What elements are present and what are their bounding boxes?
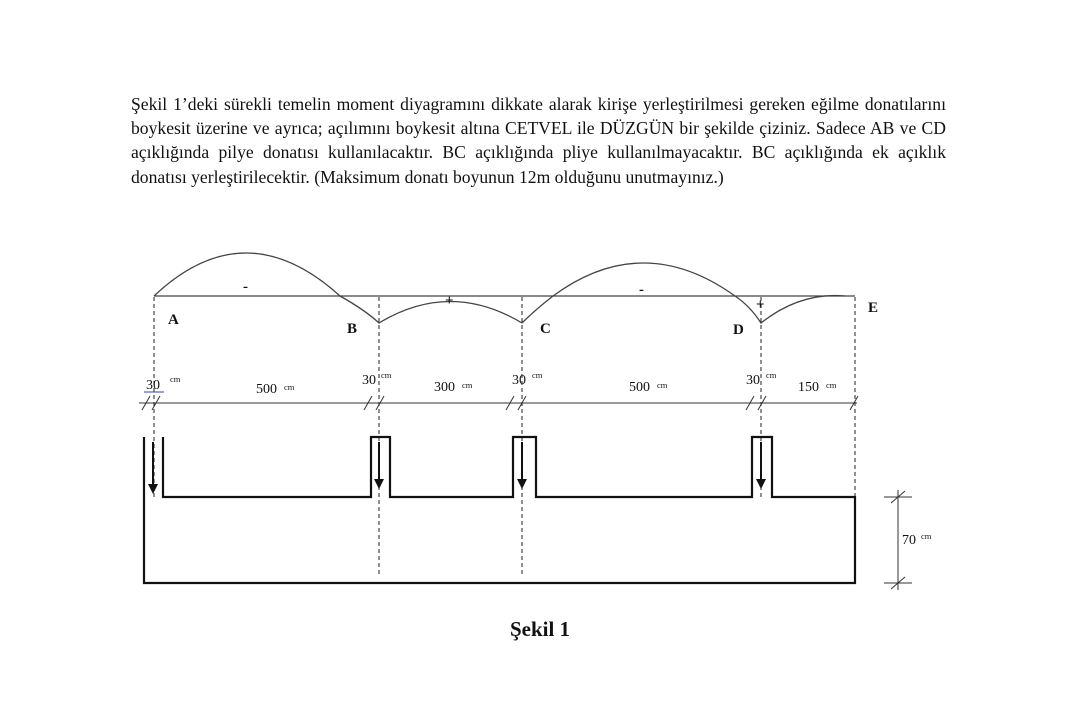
figure-caption: Şekil 1 — [509, 617, 571, 641]
dim-span-cd: 500 — [629, 380, 650, 395]
dim-col-d-unit: cm — [766, 370, 777, 380]
dim-col-d: 30 — [746, 373, 760, 388]
dim-col-a-unit: cm — [170, 374, 181, 384]
moment-sign-bc: + — [445, 293, 454, 309]
moment-sign-ab: - — [243, 279, 248, 295]
moment-sign-cd: - — [639, 282, 644, 298]
point-label-c: C — [540, 321, 551, 337]
dimension-line — [139, 396, 858, 410]
dim-span-ab: 500 — [256, 382, 277, 397]
dim-height-unit: cm — [921, 531, 932, 541]
column-load-arrows — [148, 442, 766, 494]
moment-curve-bc — [340, 296, 522, 323]
dim-col-b: 30 — [362, 373, 376, 388]
foundation-outline — [144, 437, 855, 583]
dim-span-ab-unit: cm — [284, 382, 295, 392]
moment-curve-cd — [522, 263, 735, 323]
dim-col-b-unit: cm — [381, 370, 392, 380]
point-label-e: E — [868, 300, 879, 316]
moment-sign-de: + — [756, 297, 765, 313]
moment-curve-de — [735, 296, 845, 323]
dim-col-a: 30 — [146, 378, 160, 393]
dim-span-de: 150 — [798, 380, 819, 395]
question-text: Şekil 1’deki sürekli temelin moment diyagramını dikkate alarak kirişe yerleştirilmesi gereken eğilme donatılarını boykesit üzerine ve ayrıca; açılımını boykesit altına CETVEL ile DÜZGÜN bir şekilde çiziniz. Sadece AB ve CD açıklığında pilye donatısı kullanılacaktır. BC açıklığında pliye kullanılmayacaktır. BC açıklığında ek açıklık donatısı yerleştirilecektir. (Maksimum donatı boyunun 12m olduğunu unutmayınız.) — [131, 94, 946, 187]
point-label-a: A — [168, 312, 179, 328]
dim-height: 70 — [902, 533, 916, 548]
point-label-b: B — [347, 321, 358, 337]
moment-diagram — [154, 253, 855, 323]
dim-col-c: 30 — [512, 373, 526, 388]
point-label-d: D — [733, 322, 744, 338]
dim-span-de-unit: cm — [826, 380, 837, 390]
dim-span-bc: 300 — [434, 380, 455, 395]
dim-span-cd-unit: cm — [657, 380, 668, 390]
dim-span-bc-unit: cm — [462, 380, 473, 390]
dim-col-c-unit: cm — [532, 370, 543, 380]
